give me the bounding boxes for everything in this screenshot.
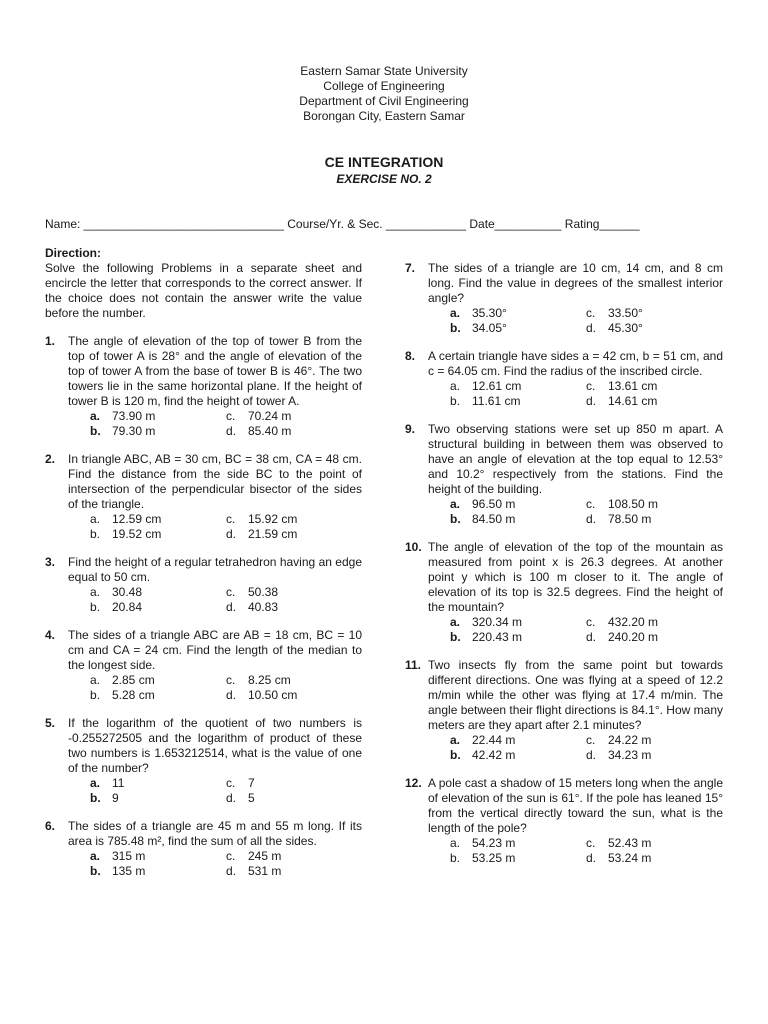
choice-d: [586, 748, 723, 763]
choice-letter: d.: [586, 748, 597, 762]
choice-letter: d.: [226, 527, 237, 541]
question-item: [45, 452, 362, 542]
question-number: 8.: [405, 349, 416, 363]
choice-letter: b.: [90, 864, 101, 878]
choice-value: 73.90 m: [112, 409, 156, 423]
choice-value: 531 m: [248, 864, 282, 878]
question-body: [428, 261, 723, 336]
document-title: CE INTEGRATION: [324, 154, 444, 170]
choice-letter: a.: [90, 849, 101, 863]
choice-a: [450, 379, 586, 394]
choice-c: [586, 733, 723, 748]
direction-text: Solve the following Problems in a separate sheet and encircle the letter that corresponds to the correct answer. If the choice does not contain the answer write the value before the number.: [45, 261, 362, 320]
choice-letter: b.: [450, 630, 461, 644]
choice-b: [90, 791, 226, 806]
choice-value: 7: [248, 776, 255, 790]
answer-choices: [428, 836, 723, 866]
question-number: 7.: [405, 261, 416, 275]
choice-letter: b.: [90, 600, 101, 614]
choice-value: 432.20 m: [608, 615, 659, 629]
choice-value: 20.84: [112, 600, 143, 614]
choice-d: [226, 527, 362, 542]
question-body: [68, 334, 362, 439]
question-number: 9.: [405, 422, 416, 436]
choice-value: 53.24 m: [608, 851, 652, 865]
question-item: [405, 349, 723, 409]
choice-letter: d.: [226, 600, 237, 614]
choice-a: [450, 836, 586, 851]
choice-value: 22.44 m: [472, 733, 516, 747]
choice-letter: d.: [586, 394, 597, 408]
choice-value: 12.61 cm: [472, 379, 522, 393]
choice-b: [90, 424, 226, 439]
question-number: 11.: [405, 658, 422, 672]
student-info-line: Name: ______________________________ Course/Yr. & Sec. ____________ Date__________ Rating______: [45, 217, 640, 231]
choice-letter: b.: [450, 394, 461, 408]
choice-value: 24.22 m: [608, 733, 652, 747]
question-item: [405, 776, 723, 866]
choice-letter: a.: [90, 409, 101, 423]
question-item: [45, 716, 362, 806]
college-name: College of Engineering: [323, 79, 445, 93]
choice-letter: b.: [90, 424, 101, 438]
choice-letter: d.: [226, 688, 237, 702]
left-column: [45, 246, 362, 892]
choice-a: [90, 849, 226, 864]
choice-d: [226, 688, 362, 703]
choice-b: [450, 851, 586, 866]
choice-c: [586, 615, 723, 630]
question-body: [68, 452, 362, 542]
question-text: The angle of elevation of the top of tower B from the top of tower A is 28° and the angle of elevation of the top of tower A from the base of tower B is 46°. The two towers lie in the same horizontal plane. If the height of tower B is 120 m, find the height of tower A.: [68, 334, 362, 408]
choice-value: 34.05°: [472, 321, 507, 335]
choice-letter: a.: [450, 306, 461, 320]
choice-letter: a.: [90, 585, 101, 599]
choice-value: 30.48: [112, 585, 143, 599]
choice-value: 53.25 m: [472, 851, 516, 865]
question-text: In triangle ABC, AB = 30 cm, BC = 38 cm, CA = 48 cm. Find the distance from the side BC to the point of intersection of the perpendicular bisector of the sides of the triangle.: [68, 452, 362, 511]
choice-letter: b.: [90, 791, 101, 805]
choice-letter: c.: [226, 409, 236, 423]
answer-choices: [68, 585, 362, 615]
choice-c: [226, 409, 362, 424]
choice-letter: c.: [226, 849, 236, 863]
choice-d: [226, 600, 362, 615]
choice-value: 54.23 m: [472, 836, 516, 850]
choice-letter: d.: [586, 630, 597, 644]
choice-value: 108.50 m: [608, 497, 659, 511]
choice-value: 34.23 m: [608, 748, 652, 762]
choice-letter: a.: [450, 836, 461, 850]
question-body: [428, 349, 723, 409]
choice-letter: c.: [226, 776, 236, 790]
question-number: 3.: [45, 555, 56, 569]
choice-value: 8.25 cm: [248, 673, 291, 687]
choice-value: 19.52 cm: [112, 527, 162, 541]
choice-letter: a.: [90, 776, 101, 790]
university-name: Eastern Samar State University: [300, 64, 468, 78]
choice-value: 9: [112, 791, 119, 805]
choice-value: 50.38: [248, 585, 279, 599]
question-item: [45, 628, 362, 703]
choice-value: 11.61 cm: [472, 394, 521, 408]
question-body: [428, 776, 723, 866]
question-number: 12.: [405, 776, 422, 790]
right-question-list: [405, 261, 723, 866]
choice-letter: c.: [226, 673, 236, 687]
question-item: [45, 555, 362, 615]
choice-c: [226, 673, 362, 688]
question-text: Two insects fly from the same point but towards different directions. One was flying at a speed of 12.2 m/min while the other was flying at 17.4 m/min. The angle between their flight directions is 84.1°. How many meters are they apart after 2.1 minutes?: [428, 658, 723, 732]
answer-choices: [68, 776, 362, 806]
question-body: [68, 819, 362, 879]
choice-letter: a.: [90, 512, 101, 526]
choice-letter: d.: [226, 791, 237, 805]
choice-letter: b.: [450, 851, 461, 865]
choice-a: [90, 776, 226, 791]
choice-d: [586, 630, 723, 645]
location: Borongan City, Eastern Samar: [303, 109, 465, 123]
answer-choices: [68, 849, 362, 879]
choice-letter: d.: [586, 851, 597, 865]
choice-value: 85.40 m: [248, 424, 292, 438]
question-text: Two observing stations were set up 850 m apart. A structural building in between them was observed to have an angle of elevation at the top equal to 12.53° and 10.2° respectively from the stations. Find the height of the building.: [428, 422, 723, 496]
choice-letter: d.: [226, 424, 237, 438]
choice-a: [90, 585, 226, 600]
choice-b: [90, 600, 226, 615]
choice-value: 40.83: [248, 600, 279, 614]
choice-c: [586, 306, 723, 321]
choice-letter: c.: [586, 497, 596, 511]
choice-letter: d.: [226, 864, 237, 878]
right-column: [405, 261, 723, 879]
question-item: [45, 819, 362, 879]
answer-choices: [68, 673, 362, 703]
choice-letter: b.: [450, 512, 461, 526]
answer-choices: [428, 306, 723, 336]
choice-value: 220.43 m: [472, 630, 523, 644]
choice-letter: c.: [586, 836, 596, 850]
choice-letter: c.: [586, 379, 596, 393]
question-body: [68, 555, 362, 615]
question-body: [428, 658, 723, 763]
choice-value: 14.61 cm: [608, 394, 658, 408]
choice-value: 315 m: [112, 849, 146, 863]
question-body: [428, 422, 723, 527]
choice-value: 52.43 m: [608, 836, 652, 850]
choice-c: [226, 585, 362, 600]
answer-choices: [428, 497, 723, 527]
choice-d: [226, 791, 362, 806]
question-number: 4.: [45, 628, 56, 642]
question-text: The sides of a triangle are 45 m and 55 m long. If its area is 785.48 m², find the sum of all the sides.: [68, 819, 362, 848]
question-number: 6.: [45, 819, 56, 833]
answer-choices: [68, 512, 362, 542]
choice-value: 21.59 cm: [248, 527, 298, 541]
choice-value: 10.50 cm: [248, 688, 298, 702]
choice-value: 45.30°: [608, 321, 643, 335]
choice-value: 12.59 cm: [112, 512, 162, 526]
choice-a: [450, 306, 586, 321]
question-text: A pole cast a shadow of 15 meters long when the angle of elevation of the sun is 61°. If the pole has leaned 15° from the vertical directly toward the sun, what is the length of the pole?: [428, 776, 723, 835]
choice-c: [586, 836, 723, 851]
choice-value: 5.28 cm: [112, 688, 155, 702]
answer-choices: [428, 733, 723, 763]
choice-value: 35.30°: [472, 306, 507, 320]
choice-letter: c.: [226, 585, 236, 599]
choice-letter: a.: [90, 673, 101, 687]
choice-value: 42.42 m: [472, 748, 516, 762]
choice-value: 2.85 cm: [112, 673, 155, 687]
choice-letter: c.: [226, 512, 236, 526]
choice-value: 5: [248, 791, 255, 805]
choice-d: [586, 321, 723, 336]
choice-b: [450, 748, 586, 763]
choice-value: 15.92 cm: [248, 512, 298, 526]
choice-letter: a.: [450, 733, 461, 747]
choice-d: [226, 424, 362, 439]
question-text: The sides of a triangle ABC are AB = 18 cm, BC = 10 cm and CA = 24 cm. Find the length of the median to the longest side.: [68, 628, 362, 672]
choice-value: 245 m: [248, 849, 282, 863]
choice-value: 33.50°: [608, 306, 643, 320]
choice-value: 240.20 m: [608, 630, 659, 644]
question-text: The sides of a triangle are 10 cm, 14 cm, and 8 cm long. Find the value in degrees of the smallest interior angle?: [428, 261, 723, 305]
question-text: If the logarithm of the quotient of two numbers is -0.255272505 and the logarithm of product of these two numbers is 1.653212514, what is the value of one of the number?: [68, 716, 362, 775]
choice-letter: b.: [90, 688, 101, 702]
direction-heading: Direction:: [45, 246, 102, 260]
choice-a: [450, 497, 586, 512]
choice-value: 96.50 m: [472, 497, 516, 511]
choice-b: [450, 321, 586, 336]
choice-letter: b.: [450, 321, 461, 335]
choice-value: 84.50 m: [472, 512, 516, 526]
left-question-list: [45, 334, 362, 879]
choice-c: [586, 497, 723, 512]
exercise-number: EXERCISE NO. 2: [336, 172, 432, 186]
choice-b: [450, 394, 586, 409]
choice-letter: c.: [586, 733, 596, 747]
choice-value: 70.24 m: [248, 409, 292, 423]
question-body: [68, 628, 362, 703]
choice-letter: a.: [450, 497, 461, 511]
question-item: [405, 658, 723, 763]
choice-d: [586, 851, 723, 866]
question-body: [428, 540, 723, 645]
choice-d: [226, 864, 362, 879]
question-text: A certain triangle have sides a = 42 cm, b = 51 cm, and c = 64.05 cm. Find the radius of the inscribed circle.: [428, 349, 723, 378]
choice-value: 320.34 m: [472, 615, 523, 629]
question-item: [405, 261, 723, 336]
question-item: [45, 334, 362, 439]
choice-letter: a.: [450, 615, 461, 629]
question-text: The angle of elevation of the top of the mountain as measured from point x is 26.3 degrees. At another point y which is 100 m closer to it. The angle of elevation of its top is 32.5 degrees. Find the height of the mountain?: [428, 540, 723, 614]
choice-b: [450, 512, 586, 527]
answer-choices: [428, 379, 723, 409]
choice-value: 11: [112, 776, 125, 790]
choice-letter: d.: [586, 321, 597, 335]
choice-c: [586, 379, 723, 394]
answer-choices: [68, 409, 362, 439]
choice-value: 79.30 m: [112, 424, 156, 438]
choice-a: [90, 409, 226, 424]
choice-a: [90, 512, 226, 527]
answer-choices: [428, 615, 723, 645]
choice-b: [90, 527, 226, 542]
choice-a: [450, 733, 586, 748]
question-text: Find the height of a regular tetrahedron having an edge equal to 50 cm.: [68, 555, 362, 584]
choice-letter: c.: [586, 306, 596, 320]
choice-a: [90, 673, 226, 688]
choice-a: [450, 615, 586, 630]
question-body: [68, 716, 362, 806]
question-number: 5.: [45, 716, 56, 730]
question-number: 1.: [45, 334, 56, 348]
document-header: [0, 64, 768, 124]
choice-letter: c.: [586, 615, 596, 629]
question-item: [405, 540, 723, 645]
choice-b: [90, 688, 226, 703]
choice-letter: b.: [90, 527, 101, 541]
choice-d: [586, 512, 723, 527]
choice-c: [226, 776, 362, 791]
choice-c: [226, 512, 362, 527]
choice-letter: b.: [450, 748, 461, 762]
choice-value: 13.61 cm: [608, 379, 658, 393]
choice-value: 135 m: [112, 864, 146, 878]
choice-b: [90, 864, 226, 879]
question-item: [405, 422, 723, 527]
choice-value: 78.50 m: [608, 512, 652, 526]
question-number: 2.: [45, 452, 56, 466]
choice-b: [450, 630, 586, 645]
choice-d: [586, 394, 723, 409]
choice-letter: a.: [450, 379, 461, 393]
question-number: 10.: [405, 540, 422, 554]
choice-letter: d.: [586, 512, 597, 526]
department-name: Department of Civil Engineering: [299, 94, 469, 108]
choice-c: [226, 849, 362, 864]
